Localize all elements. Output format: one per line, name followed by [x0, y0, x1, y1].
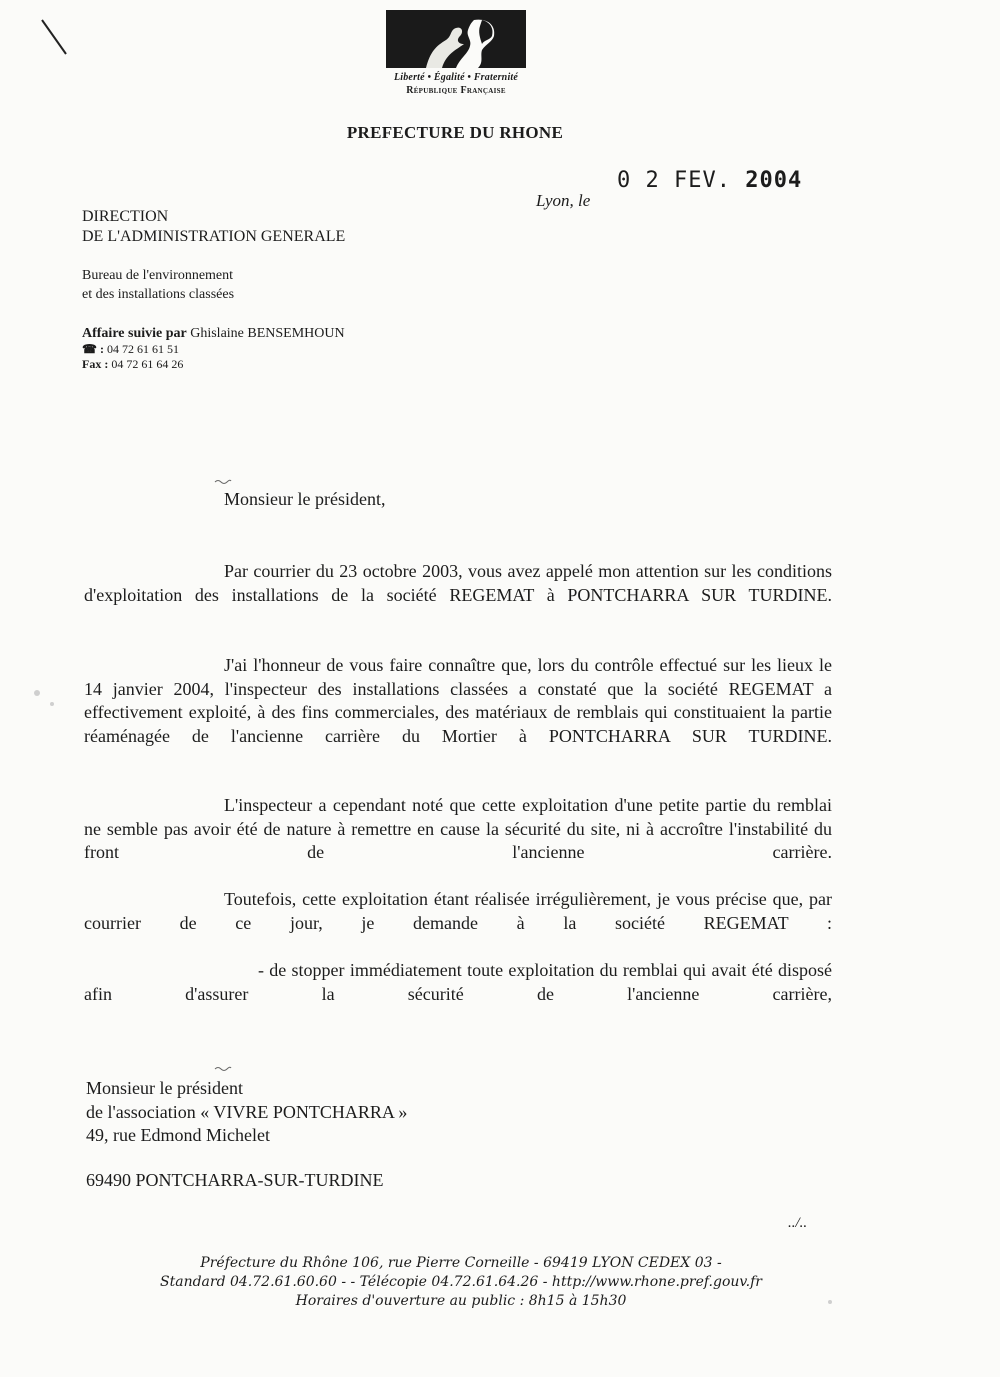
- salutation: Monsieur le président,: [224, 489, 386, 509]
- paragraph-2-text: J'ai l'honneur de vous faire connaître que, lors du contrôle effectué sur les lieux le 14 janvier 2004, l'inspecteur des installations classées a constaté que la société REGEMAT a effectivement exploité, à des fins commerciales, des matériaux de remblais qui constituaient la partie réaménagée de l'ancienne carrière du Mortier à PONTCHARRA SUR TURDINE.: [84, 655, 832, 746]
- paragraph-4-text: Toutefois, cette exploitation étant réalisée irrégulièrement, je vous précise que, par courrier de ce jour, je demande à la société REGEMAT :: [84, 889, 832, 933]
- fax-label: Fax :: [82, 357, 109, 371]
- bureau-block: [82, 266, 234, 304]
- direction-line-1: DIRECTION: [82, 208, 169, 225]
- phone-label: ☎ :: [82, 342, 104, 356]
- scan-squiggle-2: [214, 1066, 232, 1072]
- paragraph-1-text: Par courrier du 23 octobre 2003, vous avez appelé mon attention sur les conditions d'exploitation des installations de la société REGEMAT à PONTCHARRA SUR TURDINE.: [84, 561, 832, 605]
- scan-squiggle: [214, 479, 232, 485]
- footer-line-2: Standard 04.72.61.60.60 - - Télécopie 04.72.61.64.26 - http://www.rhone.pref.gouv.fr: [160, 1274, 762, 1290]
- scan-speck: [34, 690, 40, 696]
- addressee-line-3: 49, rue Edmond Michelet: [86, 1125, 270, 1145]
- addressee-city: 69490 PONTCHARRA-SUR-TURDINE: [86, 1170, 384, 1190]
- addressee-block: [86, 1077, 407, 1148]
- date-month: FEV.: [674, 168, 731, 193]
- footer: [0, 1254, 922, 1311]
- republic-logo: [386, 10, 526, 96]
- contact-block: [82, 326, 345, 372]
- paragraph-3-text: L'inspecteur a cependant noté que cette exploitation d'une petite partie du remblai ne semble pas avoir été de nature à remettre en cause la sécurité du site, ni à accroître l'instabilité du front de l'ancienne carrière.: [84, 795, 832, 862]
- paragraph-3: [84, 794, 832, 865]
- addressee-line-1: Monsieur le président: [86, 1078, 243, 1098]
- marianne-profile-icon: [386, 10, 526, 68]
- paragraph-1: [84, 560, 832, 607]
- fax-number: 04 72 61 64 26: [111, 357, 184, 371]
- date-year: 2004: [745, 168, 803, 193]
- date-place: Lyon, le: [536, 191, 591, 210]
- affaire-name: Ghislaine BENSEMHOUN: [190, 326, 345, 341]
- bureau-line-2: et des installations classées: [82, 287, 235, 302]
- scan-speck: [50, 702, 54, 706]
- direction-block: [82, 207, 345, 247]
- affaire-label: Affaire suivie par: [82, 326, 187, 341]
- continuation-mark: ../..: [788, 1215, 808, 1231]
- scan-speck: [828, 1300, 832, 1304]
- paragraph-2: [84, 654, 832, 748]
- republic-motto: Liberté • Égalité • Fraternité: [393, 72, 519, 83]
- paragraph-4: [84, 888, 832, 935]
- date-stamp: [617, 168, 802, 193]
- marianne-emblem: [386, 10, 526, 68]
- republic-name: République Française: [406, 85, 506, 96]
- direction-line-2: DE L'ADMINISTRATION GENERALE: [82, 228, 346, 245]
- phone-number: 04 72 61 61 51: [106, 342, 179, 356]
- paragraph-5-text: - de stopper immédiatement toute exploitation du remblai qui avait été disposé afin d'assurer la sécurité de l'ancienne carrière,: [84, 960, 832, 1004]
- addressee-line-2: de l'association « VIVRE PONTCHARRA »: [86, 1101, 408, 1122]
- paragraph-5: [84, 959, 832, 1006]
- prefecture-title: PREFECTURE DU RHONE: [346, 123, 564, 142]
- scan-mark: [40, 18, 70, 58]
- footer-line-3: Horaires d'ouverture au public : 8h15 à 15h30: [295, 1293, 627, 1309]
- bureau-line-1: Bureau de l'environnement: [82, 268, 234, 283]
- date-day: 0 2: [617, 168, 660, 193]
- footer-line-1: Préfecture du Rhône 106, rue Pierre Corneille - 69419 LYON CEDEX 03 -: [200, 1255, 722, 1271]
